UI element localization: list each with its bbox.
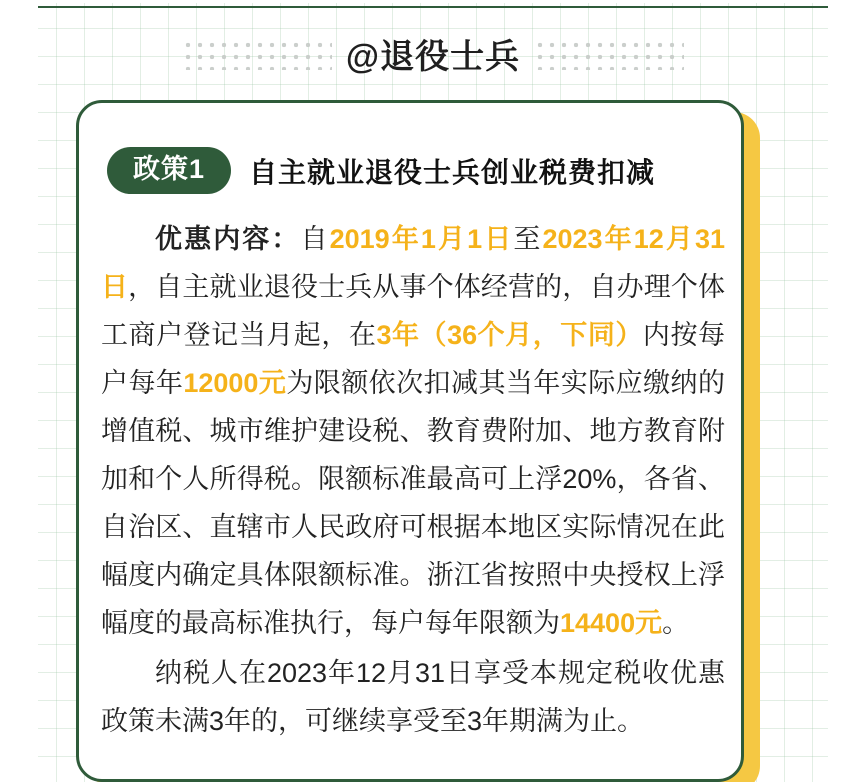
page-heading <box>0 26 866 80</box>
page-title: @退役士兵 <box>345 37 521 76</box>
text-segment: 内按每户每年 <box>101 320 726 398</box>
text-segment: 14400元 <box>560 608 663 638</box>
paragraph-1 <box>101 215 725 647</box>
text-segment: 纳税人在2023年12月31日享受本规定税收优惠政策未满3年的，可继续享受至3年期满为止。 <box>101 658 725 736</box>
text-segment: 至 <box>513 224 543 254</box>
text-segment: 自 <box>300 224 330 254</box>
text-segment: ，自主就业退役士兵从事个体经营的，自办理个体工商户登记当月起，在 <box>101 272 726 350</box>
top-white-strip <box>38 0 828 3</box>
right-margin <box>828 0 866 782</box>
text-segment: 。 <box>662 608 690 638</box>
paragraph-2 <box>101 649 725 745</box>
policy-card <box>76 100 744 782</box>
dotted-decoration-left-icon <box>182 36 332 70</box>
status-badge: 政策1 <box>107 147 231 194</box>
top-divider-rule <box>38 6 828 8</box>
text-segment: 为限额依次扣减其当年实际应缴纳的增值税、城市维护建设税、教育费附加、地方教育附加和个人所得税。限额标准最高可上浮20%，各省、自治区、直辖市人民政府可根据本地区实际情况在此幅度内确定具体限额标准。浙江省按照中央授权上浮幅度的最高标准执行，每户每年限额为 <box>101 368 726 638</box>
text-segment: 2023年12月31日 <box>101 224 725 302</box>
text-segment: 3年（36个月，下同） <box>376 320 643 350</box>
policy-header <box>107 147 655 194</box>
dotted-decoration-right-icon <box>534 36 684 70</box>
text-segment: 2019年1月1日 <box>329 224 514 254</box>
policy-title: 自主就业退役士兵创业税费扣减 <box>249 156 656 188</box>
policy-body <box>101 215 725 745</box>
text-segment: 优惠内容： <box>155 224 301 254</box>
text-segment: 12000元 <box>183 368 287 398</box>
left-margin <box>0 0 38 782</box>
